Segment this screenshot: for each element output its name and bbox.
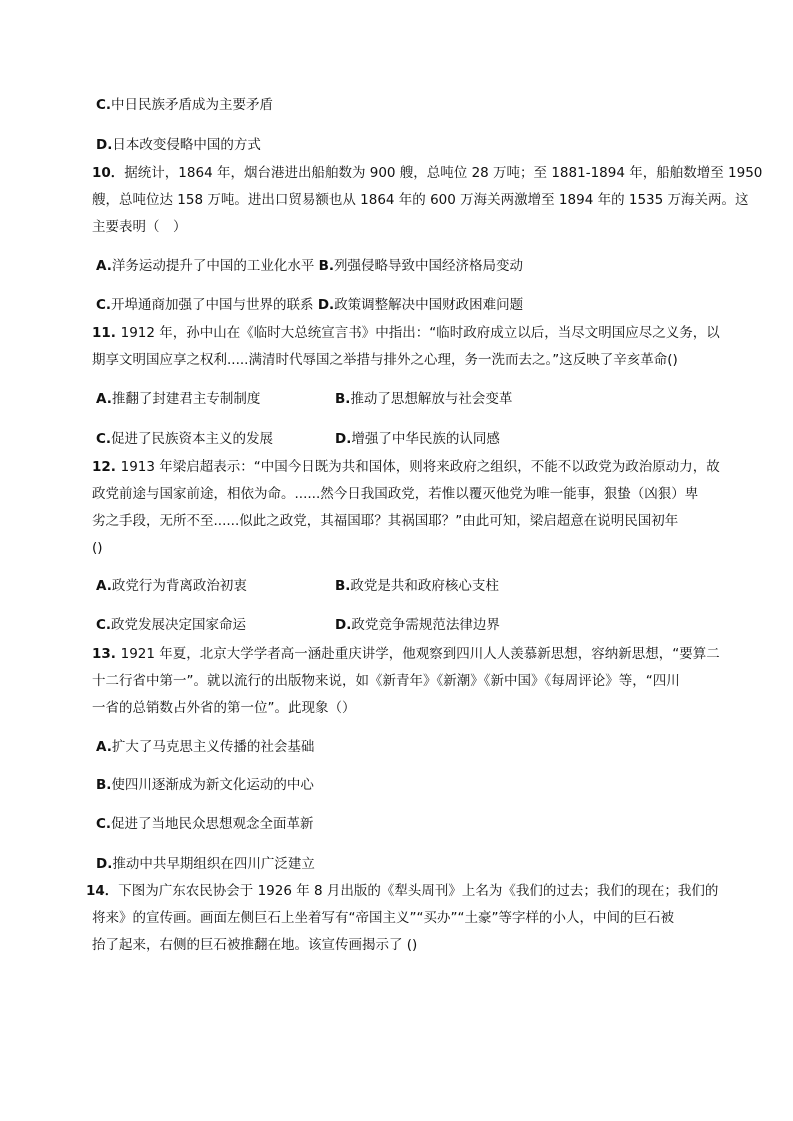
q12-stem-line-1: [92, 458, 720, 476]
option-text: 政党竞争需规范法律边界: [351, 617, 500, 633]
option-text: 开埠通商加强了中国与世界的联系: [111, 297, 318, 313]
q9-option-c: [96, 96, 273, 114]
option-text: 政策调整解决中国财政困难问题: [334, 297, 524, 313]
q13-stem-line-3: 一省的总销数占外省的第一位”。此现象（）: [92, 700, 356, 716]
q13-option-b: [96, 776, 314, 794]
q12-option-b: [335, 577, 499, 595]
option-label: C.: [96, 431, 112, 447]
q12-option-d: [335, 616, 500, 634]
option-label: B.: [335, 578, 351, 594]
q11-stem-line-2: 期享文明国应享之权利.....满清时代辱国之举措与排外之心理，务一洗而去之。”这反映了辛亥革命(): [92, 352, 678, 368]
q11-stem-line-1: [92, 324, 720, 342]
question-number: 11.: [92, 325, 121, 341]
q12-option-a: [96, 577, 247, 595]
q10-stem-line-2: 艘，总吨位达 158 万吨。进出口贸易额也从 1864 年的 600 万海关两激增至 1894 年的 1535 万海关两。这: [92, 192, 749, 208]
q14-stem-line-1: [86, 882, 718, 900]
question-text: 1913 年梁启超表示：“中国今日既为共和国体，则将来政府之组织，不能不以政党为政治原动力，故: [120, 459, 720, 475]
option-label: D.: [335, 617, 352, 633]
option-text: 增强了中华民族的认同感: [351, 431, 500, 447]
option-text: 促进了当地民众思想观念全面革新: [111, 816, 314, 832]
option-label: D.: [317, 297, 335, 313]
option-label: D.: [96, 856, 113, 872]
option-text: 中日民族矛盾成为主要矛盾: [111, 97, 274, 113]
option-text: 洋务运动提升了中国的工业化水平: [111, 258, 319, 274]
q12-stem-line-3: 劣之手段，无所不至......似此之政党，其福国耶？其祸国耶？”由此可知，梁启超意在说明民国初年: [92, 513, 679, 529]
option-text: 推动了思想解放与社会变革: [350, 391, 513, 407]
q11-option-d: [335, 430, 500, 448]
question-text: 下图为广东农民协会于 1926 年 8 月出版的《犁头周刊》上名为《我们的过去；我们的现在；我们的: [118, 883, 719, 899]
q10-stem-line-1: [92, 164, 762, 182]
option-label: A.: [96, 739, 112, 755]
question-number: 10．: [92, 165, 125, 181]
q13-option-d: [96, 855, 315, 873]
option-label: C.: [96, 816, 112, 832]
option-text: 日本改变侵略中国的方式: [112, 137, 261, 153]
question-text: 1921 年夏，北京大学学者高一涵赴重庆讲学，他观察到四川人人羡慕新思想，容纳新思想，“要算二: [120, 646, 720, 662]
option-text: 推动中共早期组织在四川广泛建立: [112, 856, 315, 872]
option-text: 使四川逐渐成为新文化运动的中心: [111, 777, 314, 793]
q9-option-d: [96, 136, 261, 154]
option-label: C.: [96, 617, 112, 633]
option-label: B.: [96, 777, 112, 793]
option-label: C.: [96, 97, 112, 113]
q14-stem-line-2: 将来》的宣传画。画面左侧巨石上坐着写有“帝国主义”“买办”“土豪”等字样的小人，中间的巨石被: [92, 910, 674, 926]
q10-options-ab: [96, 257, 523, 275]
q13-stem-line-1: [92, 645, 720, 663]
q12-option-c: [96, 616, 246, 634]
q13-option-a: [96, 738, 314, 756]
option-text: 扩大了马克思主义传播的社会基础: [111, 739, 315, 755]
question-number: 12.: [92, 459, 121, 475]
q13-stem-line-2: 十二行省中第一”。就以流行的出版物来说，如《新青年》《新潮》《新中国》《每周评论》等，“四川: [92, 673, 680, 689]
option-label: B.: [335, 391, 351, 407]
option-text: 促进了民族资本主义的发展: [111, 431, 274, 447]
option-text: 推翻了封建君主专制制度: [111, 391, 261, 407]
option-text: 政党发展决定国家命运: [111, 617, 247, 633]
q12-stem-line-2: 政党前途与国家前途，相依为命。......然今日我国政党，若惟以覆灭他党为唯一能事，狠蛰（凶狠）卑: [92, 486, 699, 502]
q12-stem-line-4: (): [92, 540, 103, 556]
option-text: 列强侵略导致中国经济格局变动: [334, 258, 524, 274]
q10-stem-line-3: 主要表明（ ）: [92, 219, 187, 235]
q13-option-c: [96, 815, 314, 833]
q11-option-a: [96, 390, 260, 408]
question-text: 1912 年，孙中山在《临时大总统宣言书》中指出：“临时政府成立以后，当尽文明国应尽之义务，以: [120, 325, 720, 341]
option-label: A.: [96, 391, 112, 407]
option-label: A.: [96, 258, 112, 274]
question-text: 据统计，1864 年，烟台港进出船舶数为 900 艘，总吨位 28 万吨；至 1881-1894 年，船舶数增至 1950: [124, 165, 763, 181]
q11-option-c: [96, 430, 273, 448]
option-text: 政党是共和政府核心支柱: [350, 578, 499, 594]
option-text: 政党行为背离政治初衷: [111, 578, 247, 594]
q10-options-cd: [96, 296, 523, 314]
option-label: D.: [335, 431, 352, 447]
option-label: C.: [96, 297, 112, 313]
option-label: A.: [96, 578, 112, 594]
question-number: 14．: [86, 883, 119, 899]
option-label: D.: [96, 137, 113, 153]
option-label: B.: [318, 258, 335, 274]
q11-option-b: [335, 390, 512, 408]
q14-stem-line-3: 抬了起来，右侧的巨石被推翻在地。该宣传画揭示了 (): [92, 937, 418, 953]
question-number: 13.: [92, 646, 121, 662]
